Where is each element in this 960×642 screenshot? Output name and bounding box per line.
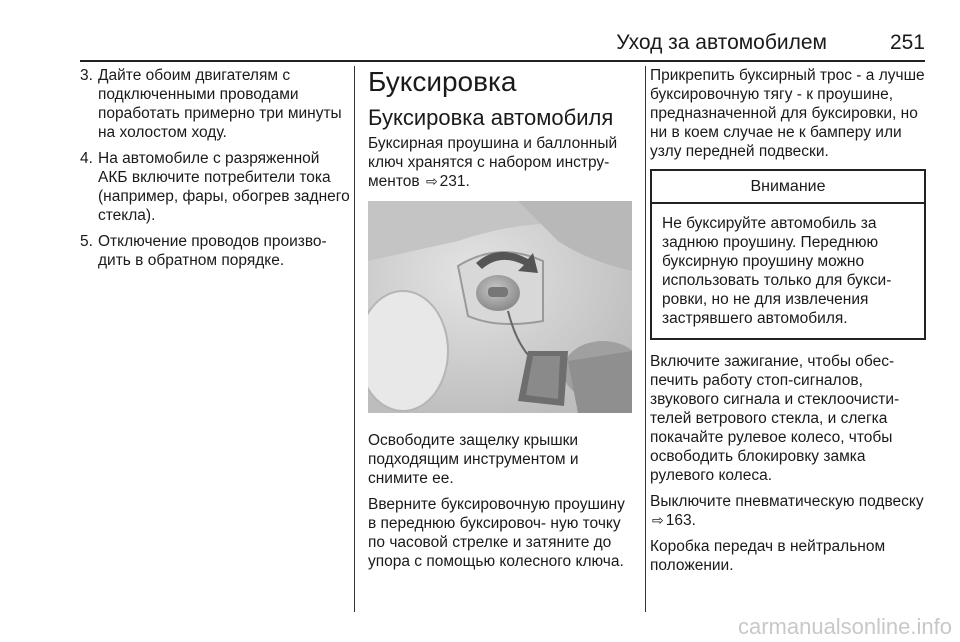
- step-text: Дайте обоим двигателям с подключенными проводами поработать примерно три минуты на холостом ходу.: [98, 67, 342, 141]
- page-number: 251: [889, 31, 925, 54]
- air-suspension-paragraph: [650, 492, 926, 530]
- step-number: 5.: [80, 233, 93, 250]
- notice-title: Внимание: [652, 171, 924, 204]
- notice-body: Не буксируйте автомобиль за заднюю проушину. Переднюю буксирную проушину можно использовать только для букси- ровки, но не для извлечения застрявшего автомобиля.: [662, 215, 892, 327]
- tow-rope-paragraph: Прикрепить буксирный трос - а лучше буксировочную тягу - к проушине, предназначенной для буксировки, но ни в коем случае не к бамперу или узлу передней подвески.: [650, 67, 925, 160]
- page-header-title: Уход за автомобилем: [616, 31, 827, 54]
- intro-paragraph: [368, 134, 636, 191]
- step-item: [80, 232, 350, 270]
- intro-text: Буксирная проушина и баллонный ключ хранятся с набором инстру- ментов: [368, 135, 618, 190]
- step-item: [80, 66, 350, 142]
- air-suspension-page-ref: 163.: [665, 512, 696, 529]
- column-2: [368, 66, 636, 578]
- column-divider-1: [354, 66, 355, 612]
- neutral-gear-paragraph: Коробка передач в нейтральном положении.: [650, 538, 886, 574]
- ignition-paragraph: Включите зажигание, чтобы обес- печить работу стоп-сигналов, звукового сигнала и стеклоочисти- телей ветрового стекла, и слегка покачайте рулевое колесо, чтобы освободить блокировку замка рулевого колеса.: [650, 353, 900, 484]
- column-3: [650, 66, 926, 582]
- instruction-paragraph-2: Вверните буксировочную проушину в переднюю буксировоч- ную точку по часовой стрелке и затяните до упора с помощью колесного ключа.: [368, 496, 625, 570]
- ref-arrow-icon: ⇨: [652, 512, 664, 528]
- watermark: carmanualsonline.info: [737, 614, 952, 639]
- section-heading: Буксировка: [368, 66, 517, 97]
- towing-eye-cover-figure: [368, 201, 632, 413]
- step-number: 4.: [80, 150, 93, 167]
- column-1: [80, 66, 350, 277]
- page-header: [80, 30, 925, 62]
- warning-notice-box: [650, 169, 926, 340]
- intro-page-ref: 231.: [439, 173, 470, 190]
- header-rule: [80, 60, 925, 62]
- step-number: 3.: [80, 67, 93, 84]
- air-suspension-text: Выключите пневматическую подвеску: [650, 493, 924, 510]
- ref-arrow-icon: ⇨: [425, 173, 438, 189]
- column-divider-2: [645, 66, 646, 612]
- towing-cover-illustration: [368, 201, 632, 413]
- step-item: [80, 149, 350, 225]
- section-subheading: Буксировка автомобиля: [368, 105, 614, 130]
- step-text: Отключение проводов произво- дить в обратном порядке.: [98, 233, 327, 269]
- steps-list: [80, 66, 350, 270]
- step-text: На автомобиле с разряженной АКБ включите потребители тока (например, фары, обогрев заднего стекла).: [98, 150, 350, 224]
- instruction-paragraph-1: Освободите защелку крышки подходящим инструментом и снимите ее.: [368, 432, 579, 487]
